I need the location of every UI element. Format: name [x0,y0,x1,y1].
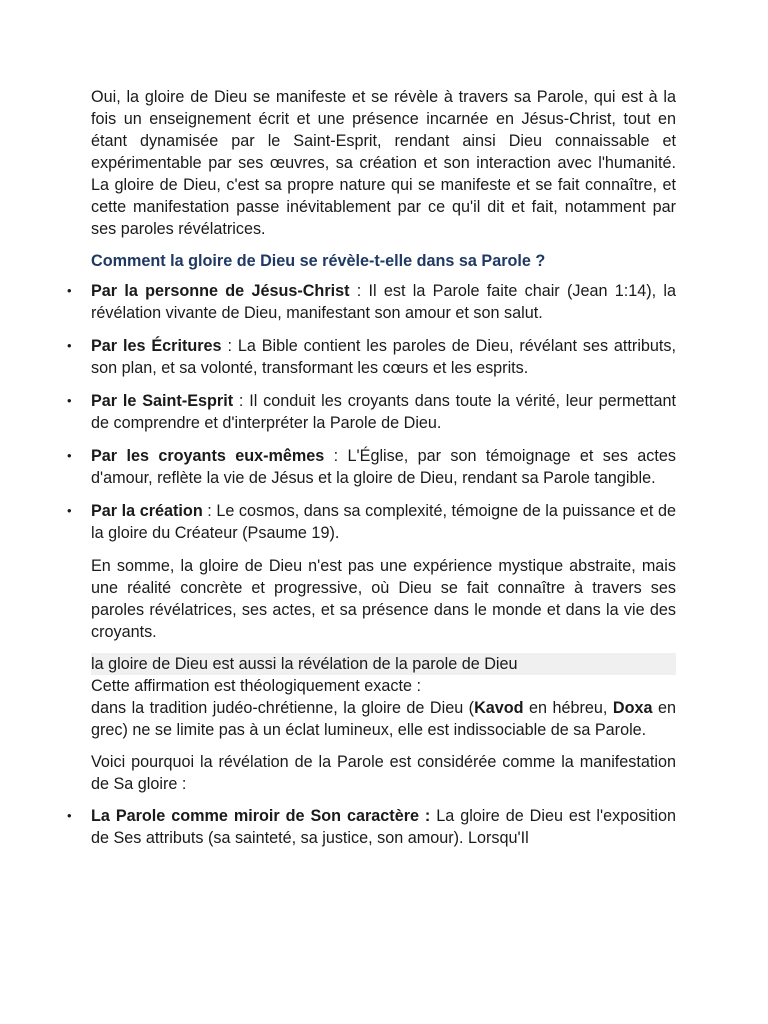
section-heading: Comment la gloire de Dieu se révèle-t-elle dans sa Parole ? [91,252,546,270]
tradition-text-3: en grec) ne se limite pas à un éclat lumineux, elle est indissociable de sa Parole. [91,699,676,739]
list-item-term: Par la création [91,502,203,520]
list-item-term: Par les croyants eux-mêmes [91,447,325,465]
intro-paragraph: Oui, la gloire de Dieu se manifeste et se révèle à travers sa Parole, qui est à la fois un enseignement écrit et une présence incarnée en Jésus-Christ, tout en étant dynamisée par le Saint-Esprit, rendant ainsi Dieu connaissable et expérimentable par ses œuvres, sa création et son interaction avec l'humanité. La gloire de Dieu, c'est sa propre nature qui se manifeste et se fait connaître, et cette manifestation passe inévitablement par ce qu'il dit et fait, notamment par ses paroles révélatrices. [91,88,676,238]
tradition-text-1: dans la tradition judéo-chrétienne, la gloire de Dieu ( [91,699,475,717]
list-item [67,335,677,379]
tradition-text-2: en hébreu, [523,699,613,717]
document-content [67,86,677,860]
kavod-term: Kavod [474,699,524,717]
list-item-text: La gloire de Dieu est l'exposition de Ses attributs (sa sainteté, sa justice, son amour). Lorsqu'Il [91,807,676,847]
doxa-term: Doxa [612,699,653,717]
list-item [67,805,676,849]
bullet-icon: • [67,503,72,518]
list-item-term: La Parole comme miroir de Son caractère : [91,807,431,825]
list-item-text: : L'Église, par son témoignage et ses actes d'amour, reflète la vie de Jésus et la gloire de Dieu, rendant sa Parole tangible. [91,447,676,487]
tradition-paragraph [91,697,676,741]
list-item-text: : La Bible contient les paroles de Dieu, révélant ses attributs, son plan, et sa volonté, transformant les cœurs et les esprits. [91,337,677,377]
list-item-text: : Le cosmos, dans sa complexité, témoigne de la puissance et de la gloire du Créateur (Psaume 19). [91,502,676,542]
affirmation-line: Cette affirmation est théologiquement exacte : [91,677,421,695]
list-item-text: : Il est la Parole faite chair (Jean 1:14), la révélation vivante de Dieu, manifestant son amour et son salut. [91,282,677,322]
list-item-term: Par le Saint-Esprit [91,392,234,410]
revelation-list [67,280,677,544]
summary-paragraph: En somme, la gloire de Dieu n'est pas une expérience mystique abstraite, mais une réalité concrète et progressive, où Dieu se fait connaître à travers ses paroles révélatrices, ses actes, et sa présence dans le monde et dans la vie des croyants. [91,557,676,641]
bullet-icon: • [67,448,72,463]
list-item-text: : Il conduit les croyants dans toute la vérité, leur permettant de comprendre et d'interpréter la Parole de Dieu. [91,392,676,432]
list-item [67,500,676,544]
list-item [67,280,677,324]
reasons-list [67,805,676,849]
highlighted-line: la gloire de Dieu est aussi la révélation de la parole de Dieu [91,653,676,675]
bullet-icon: • [67,338,72,353]
voici-paragraph: Voici pourquoi la révélation de la Parole est considérée comme la manifestation de Sa gloire : [91,753,676,793]
bullet-icon: • [67,808,72,823]
list-item [67,445,676,489]
list-item [67,390,676,434]
list-item-term: Par les Écritures [91,337,222,355]
list-item-term: Par la personne de Jésus-Christ [91,282,350,300]
bullet-icon: • [67,283,72,298]
bullet-icon: • [67,393,72,408]
